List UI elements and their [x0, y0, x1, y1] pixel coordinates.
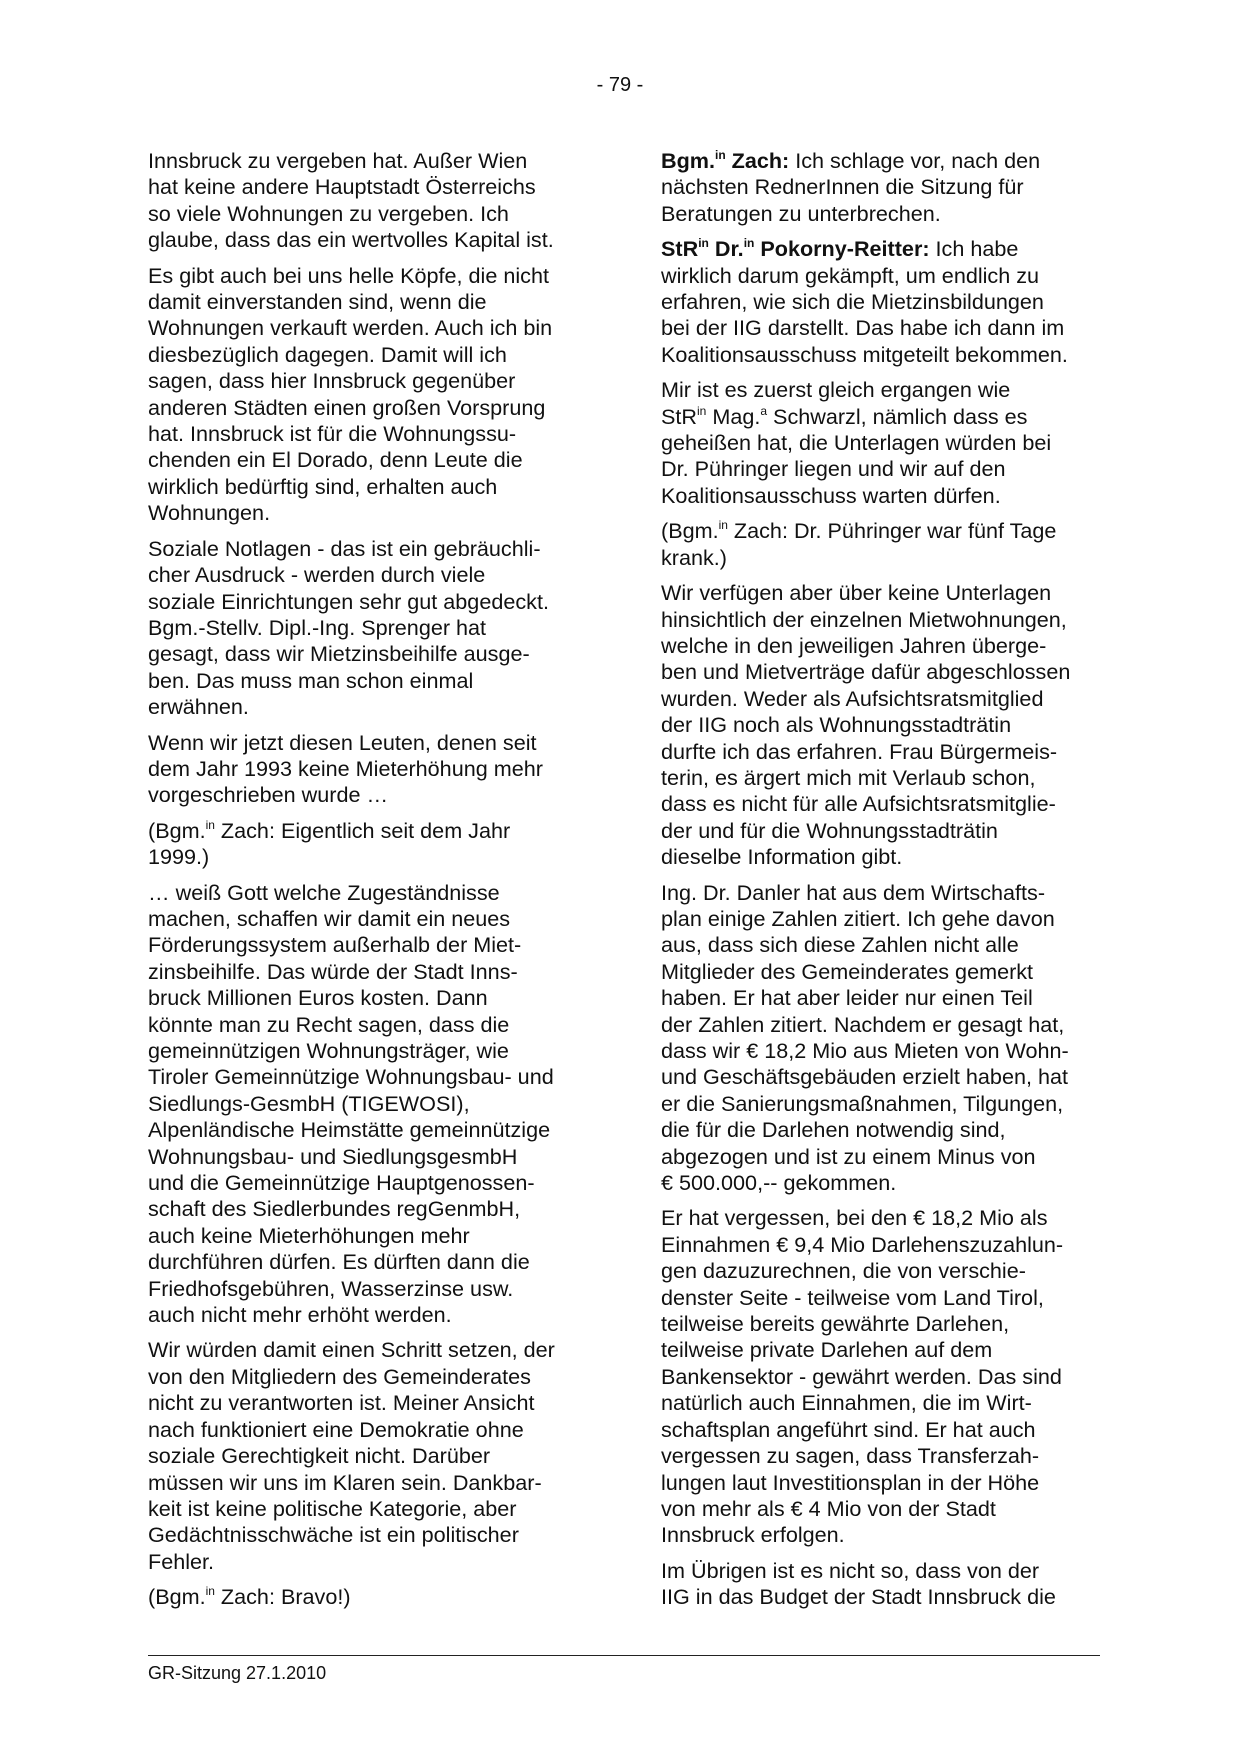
paragraph-right-7	[661, 1205, 1103, 1548]
text-line: hat keine andere Hauptstadt Österreichs	[148, 174, 536, 200]
superscript: in	[718, 518, 728, 533]
text-line: auch keine Mieterhöhungen mehr	[148, 1222, 470, 1248]
speech-text: Ich habe	[929, 236, 1019, 262]
text-line: krank.)	[661, 544, 727, 570]
text-line: Wir würden damit einen Schritt setzen, der	[148, 1337, 555, 1363]
text-line: Wohnungsbau- und SiedlungsgesmbH	[148, 1143, 518, 1169]
text-line: 1999.)	[148, 844, 210, 870]
speech-text: Ich schlage vor, nach den	[789, 148, 1041, 173]
text-line: Förderungssystem außerhalb der Miet-	[148, 932, 522, 958]
paragraph-right-3	[661, 377, 1103, 509]
text-line: diesbezüglich dagegen. Damit will ich	[148, 341, 507, 367]
text-line	[661, 236, 1103, 262]
text-line: ben. Das muss man schon einmal	[148, 667, 474, 693]
speaker-name	[661, 148, 789, 173]
text-line: lungen laut Investitionsplan in der Höhe	[661, 1469, 1040, 1495]
interjection-open: (Bgm.	[148, 817, 206, 843]
text-line: Bankensektor - gewährt werden. Das sind	[661, 1363, 1062, 1389]
text-line: Wir verfügen aber über keine Unterlagen	[661, 580, 1052, 606]
text-line: Mir ist es zuerst gleich ergangen wie	[661, 377, 1011, 403]
text-line: dem Jahr 1993 keine Mieterhöhung mehr	[148, 755, 543, 781]
text-line: glaube, dass das ein wertvolles Kapital ist.	[148, 227, 554, 253]
text-line: könnte man zu Recht sagen, dass die	[148, 1011, 510, 1037]
text-line: nächsten RednerInnen die Sitzung für	[661, 174, 1024, 200]
paragraph-left-7	[148, 1337, 588, 1575]
text-line: … weiß Gott welche Zugeständnisse	[148, 879, 500, 905]
text-line: wurden. Weder als Aufsichtsratsmitglied	[661, 685, 1044, 711]
text-line: von mehr als € 4 Mio von der Stadt	[661, 1495, 996, 1521]
text-line: hinsichtlich der einzelnen Mietwohnungen,	[661, 606, 1067, 632]
text-line	[661, 518, 1103, 544]
text-run: StR	[661, 403, 697, 429]
text-line: chenden ein El Dorado, denn Leute die	[148, 447, 523, 473]
text-line: so viele Wohnungen zu vergeben. Ich	[148, 200, 509, 226]
superscript: in	[743, 236, 755, 251]
text-line: erwähnen.	[148, 694, 249, 720]
text-line: Koalitionsausschuss mitgeteilt bekommen.	[661, 341, 1068, 367]
paragraph-right-6	[661, 880, 1103, 1197]
interjection-left-2	[148, 1584, 588, 1610]
text-line: bei der IIG darstellt. Das habe ich dann im	[661, 315, 1065, 341]
text-line	[148, 818, 588, 844]
text-line: machen, schaffen wir damit ein neues	[148, 905, 511, 931]
text-line: der IIG noch als Wohnungsstadträtin	[661, 712, 1012, 738]
speaker-surname: Pokorny-Reitter:	[754, 236, 930, 262]
superscript: in	[205, 817, 215, 832]
text-line: schaft des Siedlerbundes regGenmbH,	[148, 1196, 521, 1222]
text-line: vergessen zu sagen, dass Transferzah-	[661, 1443, 1040, 1469]
text-line: Mitglieder des Gemeinderates gemerkt	[661, 958, 1034, 984]
text-line: soziale Gerechtigkeit nicht. Darüber	[148, 1443, 491, 1469]
text-line: dieselbe Information gibt.	[661, 844, 903, 870]
interjection-text: Zach: Bravo!)	[214, 1584, 351, 1610]
text-line: terin, es ärgert mich mit Verlaub schon,	[661, 764, 1036, 790]
text-line: denster Seite - teilweise vom Land Tirol,	[661, 1284, 1044, 1310]
text-line: Wohnungen verkauft werden. Auch ich bin	[148, 315, 553, 341]
superscript: in	[697, 403, 707, 418]
paragraph-right-8	[661, 1558, 1103, 1611]
text-run: Mag.	[706, 403, 761, 429]
text-line: Siedlungs-GesmbH (TIGEWOSI),	[148, 1090, 470, 1116]
text-line: hat. Innsbruck ist für die Wohnungssu-	[148, 421, 517, 447]
text-line: abgezogen und ist zu einem Minus von	[661, 1143, 1036, 1169]
text-line: anderen Städten einen großen Vorsprung	[148, 394, 546, 420]
paragraph-right-1	[661, 148, 1103, 227]
text-line: ben und Mietverträge dafür abgeschlossen	[661, 659, 1071, 685]
text-line: welche in den jeweiligen Jahren überge-	[661, 632, 1047, 658]
text-line: Fehler.	[148, 1548, 215, 1574]
text-line: wirklich bedürftig sind, erhalten auch	[148, 473, 498, 499]
text-line: Wohnungen.	[148, 500, 271, 526]
text-line: zinsbeihilfe. Das würde der Stadt Inns-	[148, 958, 518, 984]
interjection-left-1	[148, 818, 588, 871]
text-line: Gedächtnisschwäche ist ein politischer	[148, 1522, 519, 1548]
text-line: cher Ausdruck - werden durch viele	[148, 562, 486, 588]
text-line: Er hat vergessen, bei den € 18,2 Mio als	[661, 1205, 1048, 1231]
text-line: und Geschäftsgebäuden erzielt haben, hat	[661, 1064, 1068, 1090]
page-number: - 79 -	[596, 74, 644, 96]
text-line	[661, 404, 1103, 430]
left-column	[148, 148, 588, 1620]
text-line: Koalitionsausschuss warten dürfen.	[661, 482, 1001, 508]
interjection-text: Zach: Dr. Pühringer war fünf Tage	[727, 518, 1057, 544]
speaker-name	[661, 236, 930, 261]
text-line: die für die Darlehen notwendig sind,	[661, 1117, 1006, 1143]
text-line: teilweise bereits gewährte Darlehen,	[661, 1311, 1010, 1337]
text-line: teilweise private Darlehen auf dem	[661, 1337, 993, 1363]
superscript: in	[205, 1584, 215, 1599]
text-line: gen dazuzurechnen, die von verschie-	[661, 1258, 1026, 1284]
text-line: nicht zu verantworten ist. Meiner Ansicht	[148, 1390, 535, 1416]
text-line: Tiroler Gemeinnützige Wohnungsbau- und	[148, 1064, 554, 1090]
text-line: € 500.000,-- gekommen.	[661, 1170, 897, 1196]
text-line: nach funktioniert eine Demokratie ohne	[148, 1416, 524, 1442]
text-line: sagen, dass hier Innsbruck gegenüber	[148, 368, 516, 394]
text-line: und die Gemeinnützige Hauptgenossen-	[148, 1170, 535, 1196]
text-line: dass wir € 18,2 Mio aus Mieten von Wohn-	[661, 1038, 1069, 1063]
text-line: der Zahlen zitiert. Nachdem er gesagt hat,	[661, 1011, 1065, 1037]
text-line: durchführen dürfen. Es dürften dann die	[148, 1249, 530, 1275]
paragraph-left-3	[148, 536, 588, 721]
text-line: Bgm.-Stellv. Dipl.-Ing. Sprenger hat	[148, 614, 487, 640]
text-line: Es gibt auch bei uns helle Köpfe, die nicht	[148, 262, 549, 288]
text-line: IIG in das Budget der Stadt Innsbruck die	[661, 1584, 1056, 1610]
right-column	[661, 148, 1103, 1620]
speaker-title: Dr.	[708, 236, 744, 262]
text-line: gemeinnützigen Wohnungsträger, wie	[148, 1038, 509, 1063]
text-line	[661, 148, 1103, 174]
paragraph-left-6	[148, 880, 588, 1329]
footer-text: GR-Sitzung 27.1.2010	[148, 1663, 327, 1683]
text-line: durfte ich das erfahren. Frau Bürgermeis-	[661, 738, 1058, 764]
text-line: erfahren, wie sich die Mietzinsbildungen	[661, 289, 1044, 315]
text-line: er die Sanierungsmaßnahmen, Tilgungen,	[661, 1090, 1064, 1116]
speaker-title: Bgm.	[661, 148, 715, 173]
text-line: geheißen hat, die Unterlagen würden bei	[661, 430, 1052, 456]
text-line: soziale Einrichtungen sehr gut abgedeckt.	[148, 588, 549, 614]
superscript: in	[714, 148, 726, 162]
text-line: wirklich darum gekämpft, um endlich zu	[661, 262, 1040, 288]
paragraph-left-1	[148, 148, 588, 254]
text-line: aus, dass sich diese Zahlen nicht alle	[661, 932, 1019, 958]
text-line: keit ist keine politische Kategorie, aber	[148, 1495, 517, 1521]
text-line: natürlich auch Einnahmen, die im Wirt-	[661, 1390, 1032, 1416]
interjection-open: (Bgm.	[661, 518, 719, 544]
text-line: plan einige Zahlen zitiert. Ich gehe davon	[661, 905, 1055, 931]
text-line: Alpenländische Heimstätte gemeinnützige	[148, 1117, 551, 1143]
text-line: auch nicht mehr erhöht werden.	[148, 1302, 452, 1328]
text-line: haben. Er hat aber leider nur einen Teil	[661, 985, 1033, 1011]
superscript: in	[698, 236, 709, 251]
text-line: Im Übrigen ist es nicht so, dass von der	[661, 1557, 1040, 1583]
text-line: Soziale Notlagen - das ist ein gebräuchli-	[148, 535, 541, 561]
paragraph-right-5	[661, 580, 1103, 870]
interjection-text: Zach: Eigentlich seit dem Jahr	[214, 817, 511, 843]
text-line: Einnahmen € 9,4 Mio Darlehenszuzahlun-	[661, 1231, 1064, 1257]
text-line: Friedhofsgebühren, Wasserzinse usw.	[148, 1275, 514, 1301]
text-line: Innsbruck erfolgen.	[661, 1522, 845, 1548]
text-line: damit einverstanden sind, wenn die	[148, 289, 487, 315]
paragraph-left-2	[148, 263, 588, 527]
text-line: Ing. Dr. Danler hat aus dem Wirtschafts-	[661, 879, 1046, 905]
text-line: Wenn wir jetzt diesen Leuten, denen seit	[148, 729, 537, 755]
superscript: a	[760, 403, 768, 418]
speaker-surname: Zach:	[725, 148, 790, 173]
text-line: vorgeschrieben wurde …	[148, 782, 389, 808]
text-run: Schwarzl, nämlich dass es	[767, 403, 1028, 429]
text-line: bruck Millionen Euros kosten. Dann	[148, 985, 488, 1011]
text-line: Beratungen zu unterbrechen.	[661, 200, 941, 226]
text-line: dass es nicht für alle Aufsichtsratsmitglie-	[661, 791, 1056, 817]
speaker-title: StR	[661, 236, 699, 262]
text-line: müssen wir uns im Klaren sein. Dankbar-	[148, 1469, 542, 1495]
interjection-right-1	[661, 518, 1103, 571]
text-line: Innsbruck zu vergeben hat. Außer Wien	[148, 148, 528, 173]
text-line: gesagt, dass wir Mietzinsbeihilfe ausge-	[148, 641, 530, 667]
interjection-open: (Bgm.	[148, 1584, 206, 1610]
text-line: Dr. Pühringer liegen und wir auf den	[661, 456, 1006, 482]
text-line: der und für die Wohnungsstadträtin	[661, 817, 998, 843]
paragraph-left-4	[148, 730, 588, 809]
paragraph-right-2	[661, 236, 1103, 368]
footer-divider	[148, 1655, 1100, 1656]
text-line: schaftsplan angeführt sind. Er hat auch	[661, 1416, 1036, 1442]
text-line: von den Mitgliedern des Gemeinderates	[148, 1363, 531, 1389]
text-line	[148, 1584, 588, 1610]
